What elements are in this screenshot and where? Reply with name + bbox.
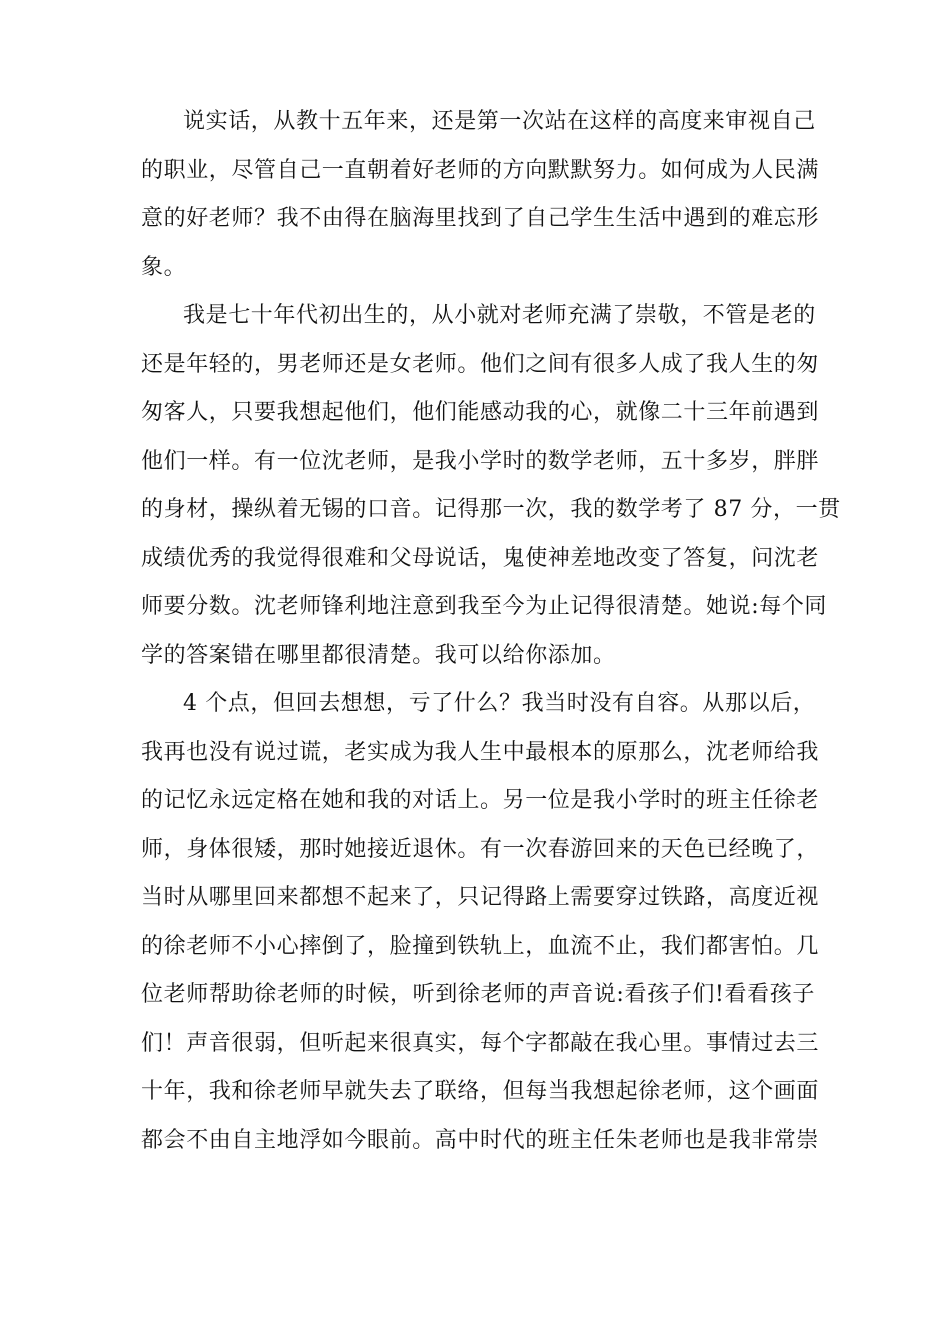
text-line: 意的好老师？我不由得在脑海里找到了自己学生生活中遇到的难忘形 xyxy=(141,206,820,231)
text-line: 当时从哪里回来都想不起来了，只记得路上需要穿过铁路，高度近视 xyxy=(141,885,820,910)
paragraph-2 xyxy=(141,292,841,680)
text-line: 师，身体很矮，那时她接近退休。有一次春游回来的天色已经晚了， xyxy=(141,836,820,862)
text-line: 们！声音很弱，但听起来很真实，每个字都敲在我心里。事情过去三 xyxy=(141,1030,820,1056)
text-line: 都会不由自主地浮如今眼前。高中时代的班主任朱老师也是我非常崇 xyxy=(141,1127,820,1153)
text-line: 的记忆永远定格在她和我的对话上。另一位是我小学时的班主任徐老 xyxy=(141,788,820,813)
text-line: 的身材，操纵着无锡的口音。记得那一次，我的数学考了 87 分，一贯 xyxy=(141,497,841,522)
text-line: 说实话，从教十五年来，还是第一次站在这样的高度来审视自己 xyxy=(183,109,816,134)
text-line: 位老师帮助徐老师的时候，听到徐老师的声音说:看孩子们!看看孩子 xyxy=(141,982,815,1007)
text-line: 的职业，尽管自己一直朝着好老师的方向默默努力。如何成为人民满 xyxy=(141,157,820,183)
text-line: 十年，我和徐老师早就失去了联络，但每当我想起徐老师，这个画面 xyxy=(141,1079,820,1104)
text-line: 4 个点，但回去想想，亏了什么？我当时没有自容。从那以后， xyxy=(183,691,816,716)
text-line: 他们一样。有一位沈老师，是我小学时的数学老师，五十多岁，胖胖 xyxy=(141,448,820,474)
text-line: 我是七十年代初出生的，从小就对老师充满了崇敬，不管是老的 xyxy=(183,303,816,328)
paragraph-3 xyxy=(141,680,820,1165)
text-line: 的徐老师不小心摔倒了，脸撞到铁轨上，血流不止，我们都害怕。几 xyxy=(141,933,820,959)
text-line: 象。 xyxy=(141,254,187,280)
text-line: 师要分数。沈老师锋利地注意到我至今为止记得很清楚。她说:每个同 xyxy=(141,594,828,619)
text-line: 成绩优秀的我觉得很难和父母说话，鬼使神差地改变了答复，问沈老 xyxy=(141,545,820,571)
text-line: 学的答案错在哪里都很清楚。我可以给你添加。 xyxy=(141,642,616,668)
text-line: 我再也没有说过谎，老实成为我人生中最根本的原那么，沈老师给我 xyxy=(141,739,820,765)
text-line: 还是年轻的，男老师还是女老师。他们之间有很多人成了我人生的匆 xyxy=(141,351,820,377)
paragraph-1 xyxy=(141,98,820,292)
body-text xyxy=(141,98,841,1165)
text-line: 匆客人，只要我想起他们，他们能感动我的心，就像二十三年前遇到 xyxy=(141,400,820,425)
